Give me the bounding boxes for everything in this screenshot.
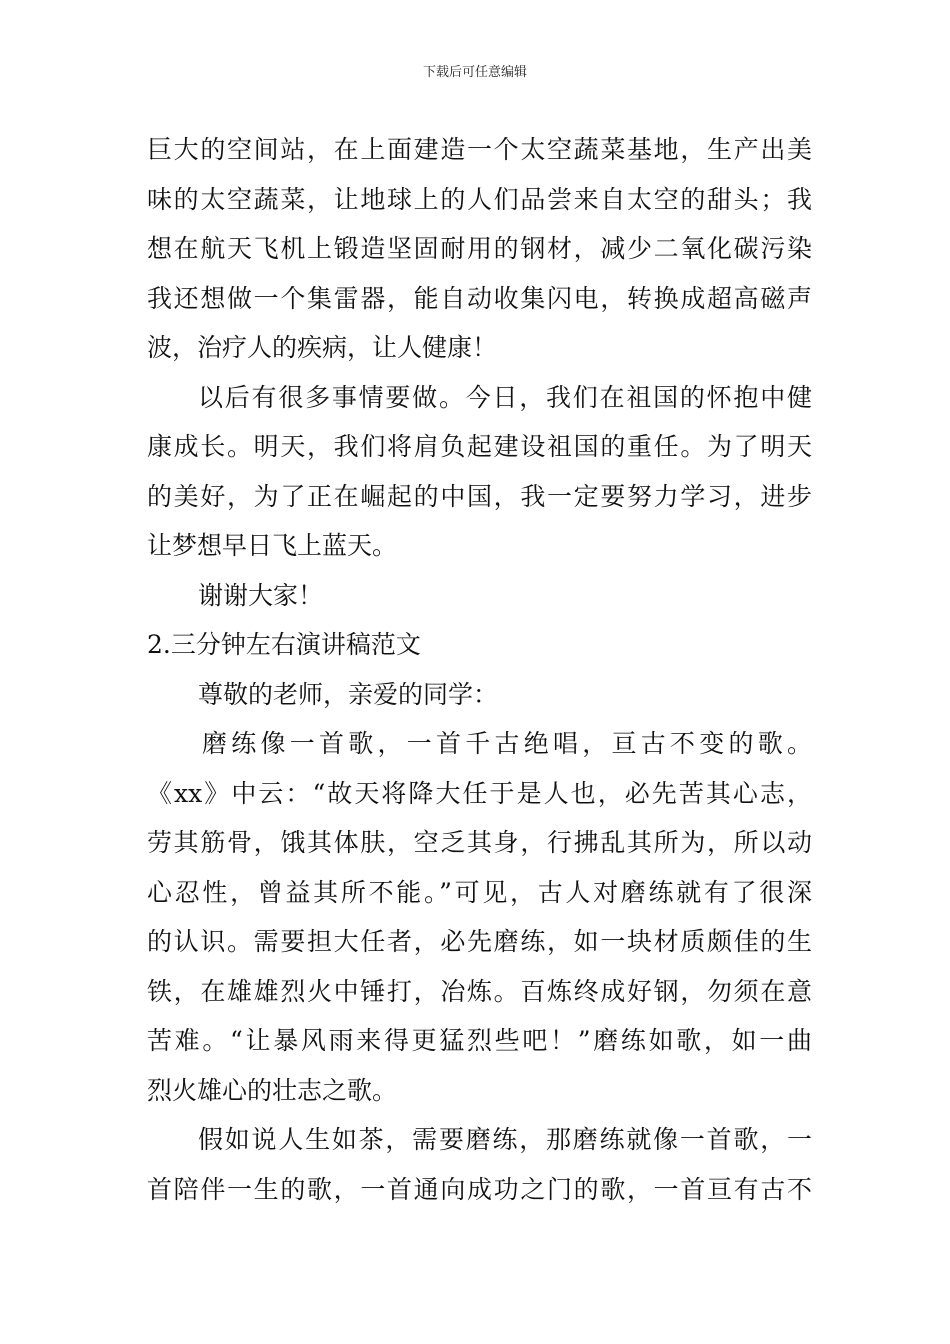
- text-line: 烈火雄心的壮志之歌。: [147, 1075, 398, 1105]
- text-line: 首陪伴一生的歌，一首通向成功之门的歌，一首亘有古不: [147, 1174, 812, 1204]
- text-line: 巨大的空间站，在上面建造一个太空蔬菜基地，生产出美: [147, 135, 812, 164]
- text-line: 让梦想早日飞上蓝天。: [147, 531, 398, 560]
- text-line: 磨练像一首歌，一首千古绝唱，亘古不变的歌。: [202, 729, 812, 758]
- page-header: 下载后可任意编辑: [422, 65, 527, 80]
- text-line: 以后有很多事情要做。今日，我们在祖国的怀抱中健: [198, 382, 812, 412]
- document-body: [147, 125, 812, 1214]
- text-line: 的美好，为了正在崛起的中国，我一定要努力学习，进步: [147, 481, 812, 511]
- text-line: 假如说人生如茶，需要磨练，那磨练就像一首歌，一: [198, 1125, 812, 1154]
- text-line: 铁，在雄雄烈火中锤打，冶炼。百炼终成好钢，勿须在意: [147, 976, 812, 1006]
- text-line: 味的太空蔬菜，让地球上的人们品尝来自太空的甜头；我: [147, 184, 812, 214]
- text-line: 想在航天飞机上锻造坚固耐用的钢材，减少二氧化碳污染: [147, 234, 812, 263]
- text-line: 心忍性，曾益其所不能。”可见，古人对磨练就有了很深: [147, 877, 812, 907]
- text-line: 《xx》中云：“故天将降大任于是人也，必先苦其心志，: [147, 778, 812, 808]
- text-line: 波，治疗人的疾病，让人健康！: [147, 333, 498, 362]
- text-line: 苦难。“让暴风雨来得更猛烈些吧！”磨练如歌，如一曲: [147, 1026, 812, 1055]
- text-line: 谢谢大家！: [198, 580, 324, 610]
- text-line: 我还想做一个集雷器，能自动收集闪电，转换成超高磁声: [147, 283, 812, 313]
- text-line: 康成长。明天，我们将肩负起建设祖国的重任。为了明天: [147, 432, 812, 461]
- section-heading: 2.三分钟左右演讲稿范文: [147, 630, 421, 659]
- text-line: 劳其筋骨，饿其体肤，空乏其身，行拂乱其所为，所以动: [147, 828, 812, 857]
- text-line: 尊敬的老师，亲爱的同学：: [198, 679, 499, 709]
- text-line: 的认识。需要担大任者，必先磨练，如一块材质颇佳的生: [147, 927, 812, 956]
